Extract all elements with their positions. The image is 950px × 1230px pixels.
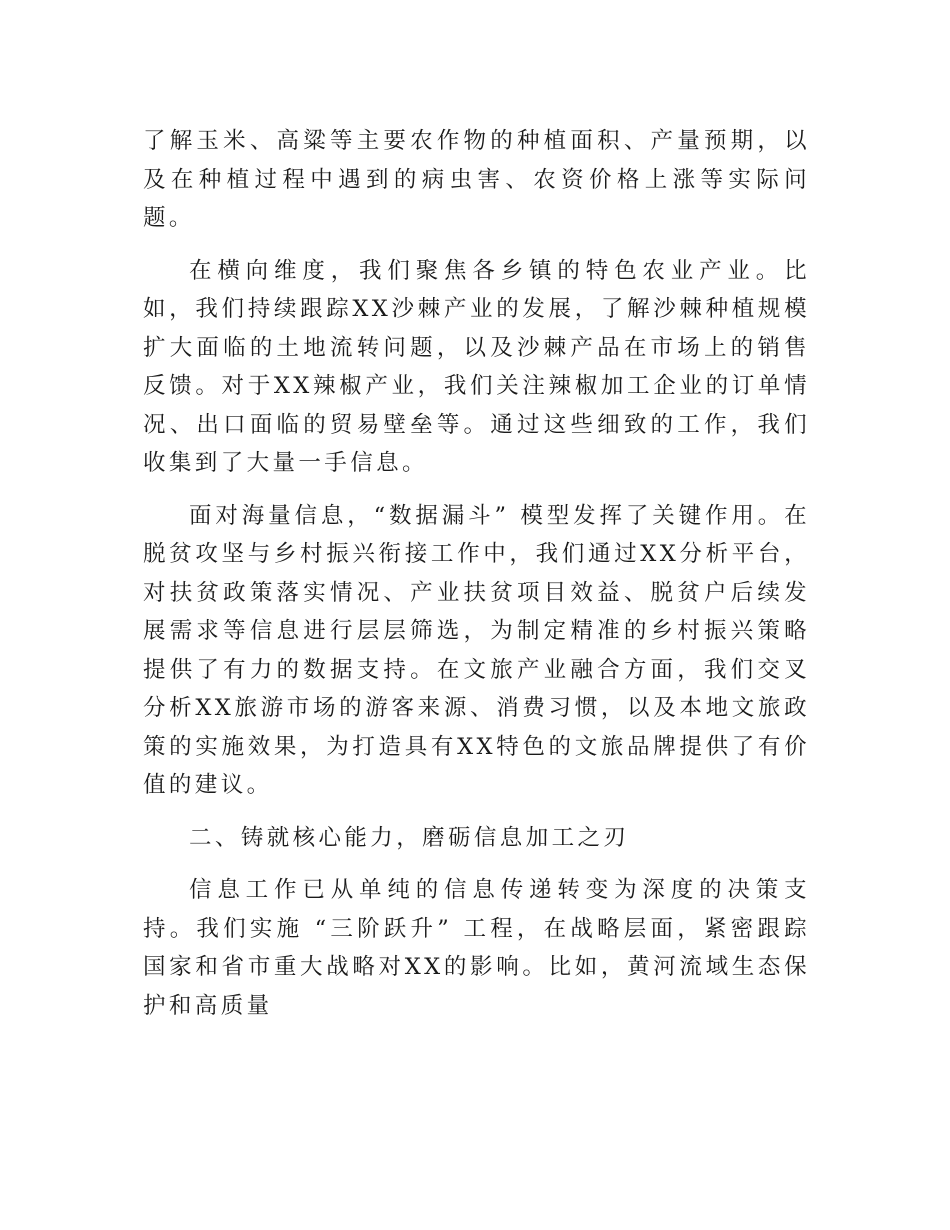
paragraph-continuation: 了解玉米、高粱等主要农作物的种植面积、产量预期，以及在种植过程中遇到的病虫害、农资价格上涨等实际问题。 (143, 128, 810, 231)
section-heading: 二、铸就核心能力，磨砺信息加工之刃 (189, 824, 630, 851)
paragraph-horizontal-dimension: 在横向维度，我们聚焦各乡镇的特色农业产业。比如，我们持续跟踪XX沙棘产业的发展，了解沙棘种植规模扩大面临的土地流转问题，以及沙棘产品在市场上的销售反馈。对于XX辣椒产业，我们关注辣椒加工企业的订单情况、出口面临的贸易壁垒等。通过这些细致的工作，我们收集到了大量一手信息。 (143, 257, 810, 476)
paragraph-data-funnel: 面对海量信息，“数据漏斗” 模型发挥了关键作用。在脱贫攻坚与乡村振兴衔接工作中，我们通过XX分析平台，对扶贫政策落实情况、产业扶贫项目效益、脱贫户后续发展需求等信息进行层层筛选，为制定精准的乡村振兴策略提供了有力的数据支持。在文旅产业融合方面，我们交叉分析XX旅游市场的游客来源、消费习惯，以及本地文旅政策的实施效果，为打造具有XX特色的文旅品牌提供了有价值的建议。 (143, 502, 810, 798)
paragraph-three-stage: 信息工作已从单纯的信息传递转变为深度的决策支持。我们实施 “三阶跃升” 工程，在战略层面，紧密跟踪国家和省市重大战略对XX的影响。比如，黄河流域生态保护和高质量 (143, 877, 810, 1019)
document-body (143, 122, 810, 1039)
